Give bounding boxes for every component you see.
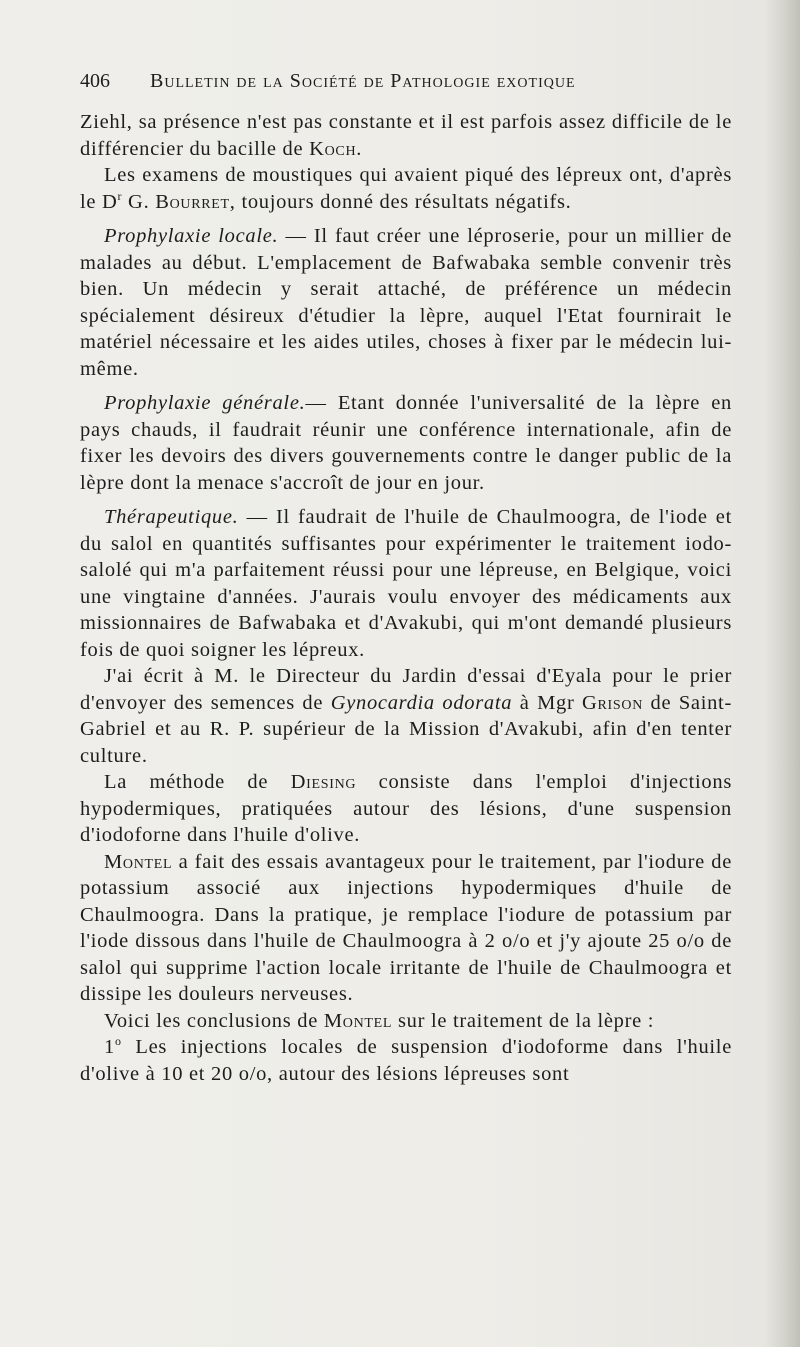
author-name: Diesing — [290, 771, 357, 793]
running-title: Bulletin de la Société de Pathologie exotique — [150, 70, 576, 92]
section-heading: Thérapeutique. — [104, 506, 239, 528]
paragraph-therapeutique: Thérapeutique. — Il faudrait de l'huile de Chaulmoogra, de l'iode et du salol en quantités suffisantes pour expérimenter le traitement iodo-salolé qui m'a parfaitement réussi pour une lépreuse, en Belgique, voici une vingtaine d'années. J'aurais voulu envoyer des médicaments aux missionnaires de Bafwabaka et d'Avakubi, qui m'ont demandé plusieurs fois de quoi soigner les lépreux. — [80, 506, 732, 661]
paragraph-6: J'ai écrit à M. le Directeur du Jardin d'essai d'Eyala pour le prier d'envoyer des semences de Gynocardia odorata à Mgr Grison de Saint-Gabriel et au R. P. supérieur de la Mission d'Avakubi, afin d'en tenter culture. — [80, 665, 732, 767]
page-edge-shadow — [764, 0, 800, 1347]
paragraph-7: La méthode de Diesing consiste dans l'emploi d'injections hypodermiques, pratiquées autour des lésions, d'une suspension d'iodoforne dans l'huile d'olive. — [80, 771, 732, 846]
paragraph-2: Les examens de moustiques qui avaient piqué des lépreux ont, d'après le $D^r$ G. Bourret, toujours donné des résultats négatifs. — [80, 164, 732, 213]
paragraph-prophylaxie-generale: Prophylaxie générale.— Etant donnée l'universalité de la lèpre en pays chauds, il faudrait réunir une conférence internationale, afin de fixer les devoirs des divers gouvernements contre le danger public de la lèpre dont la menace s'accroît de jour en jour. — [80, 392, 732, 494]
species-name: Gynocardia odorata — [330, 691, 513, 714]
section-heading: Prophylaxie générale. — [104, 392, 306, 414]
running-header — [80, 70, 730, 93]
paragraph-9: Voici les conclusions de Montel sur le traitement de la lèpre : — [104, 1009, 655, 1032]
body-text — [80, 109, 732, 1087]
page-number: 406 — [80, 70, 110, 92]
section-heading: Prophylaxie locale. — [104, 225, 279, 247]
author-name: Koch — [309, 137, 357, 160]
person-name: Grison — [582, 691, 644, 714]
paragraph-prophylaxie-locale: Prophylaxie locale. — Il faut créer une léproserie, pour un millier de malades au début. L'emplacement de Bafwabaka semble convenir très bien. Un médecin y serait attaché, de préférence un médecin spécialement désireux d'étudier la lèpre, auquel l'Etat fournirait le matériel nécessaire et les aides utiles, choses à fixer par le médecin lui-même. — [80, 225, 732, 380]
author-name: Montel — [104, 850, 173, 873]
paragraph-1: Ziehl, sa présence n'est pas constante et il est parfois assez difficile de le différencier du bacille de Koch. — [80, 111, 732, 160]
author-name: Montel — [323, 1009, 393, 1032]
paragraph-8: Montel a fait des essais avantageux pour le traitement, par l'iodure de potassium associé aux injections hypodermiques d'huile de Chaulmoogra. Dans la pratique, je remplace l'iodure de potassium par l'iode dissous dans l'huile de Chaulmoogra à 2 o/o et j'y ajoute 25 o/o de salol qui supprime l'action locale irritante de l'huile de Chaulmoogra et dissipe les douleurs nerveuses. — [80, 850, 732, 1005]
paragraph-10: 1$^o$ Les injections locales de suspension d'iodoforme dans l'huile d'olive à 10 et 20 o/o, autour des lésions lépreuses sont — [80, 1034, 732, 1085]
author-name: Bourret — [155, 190, 230, 213]
